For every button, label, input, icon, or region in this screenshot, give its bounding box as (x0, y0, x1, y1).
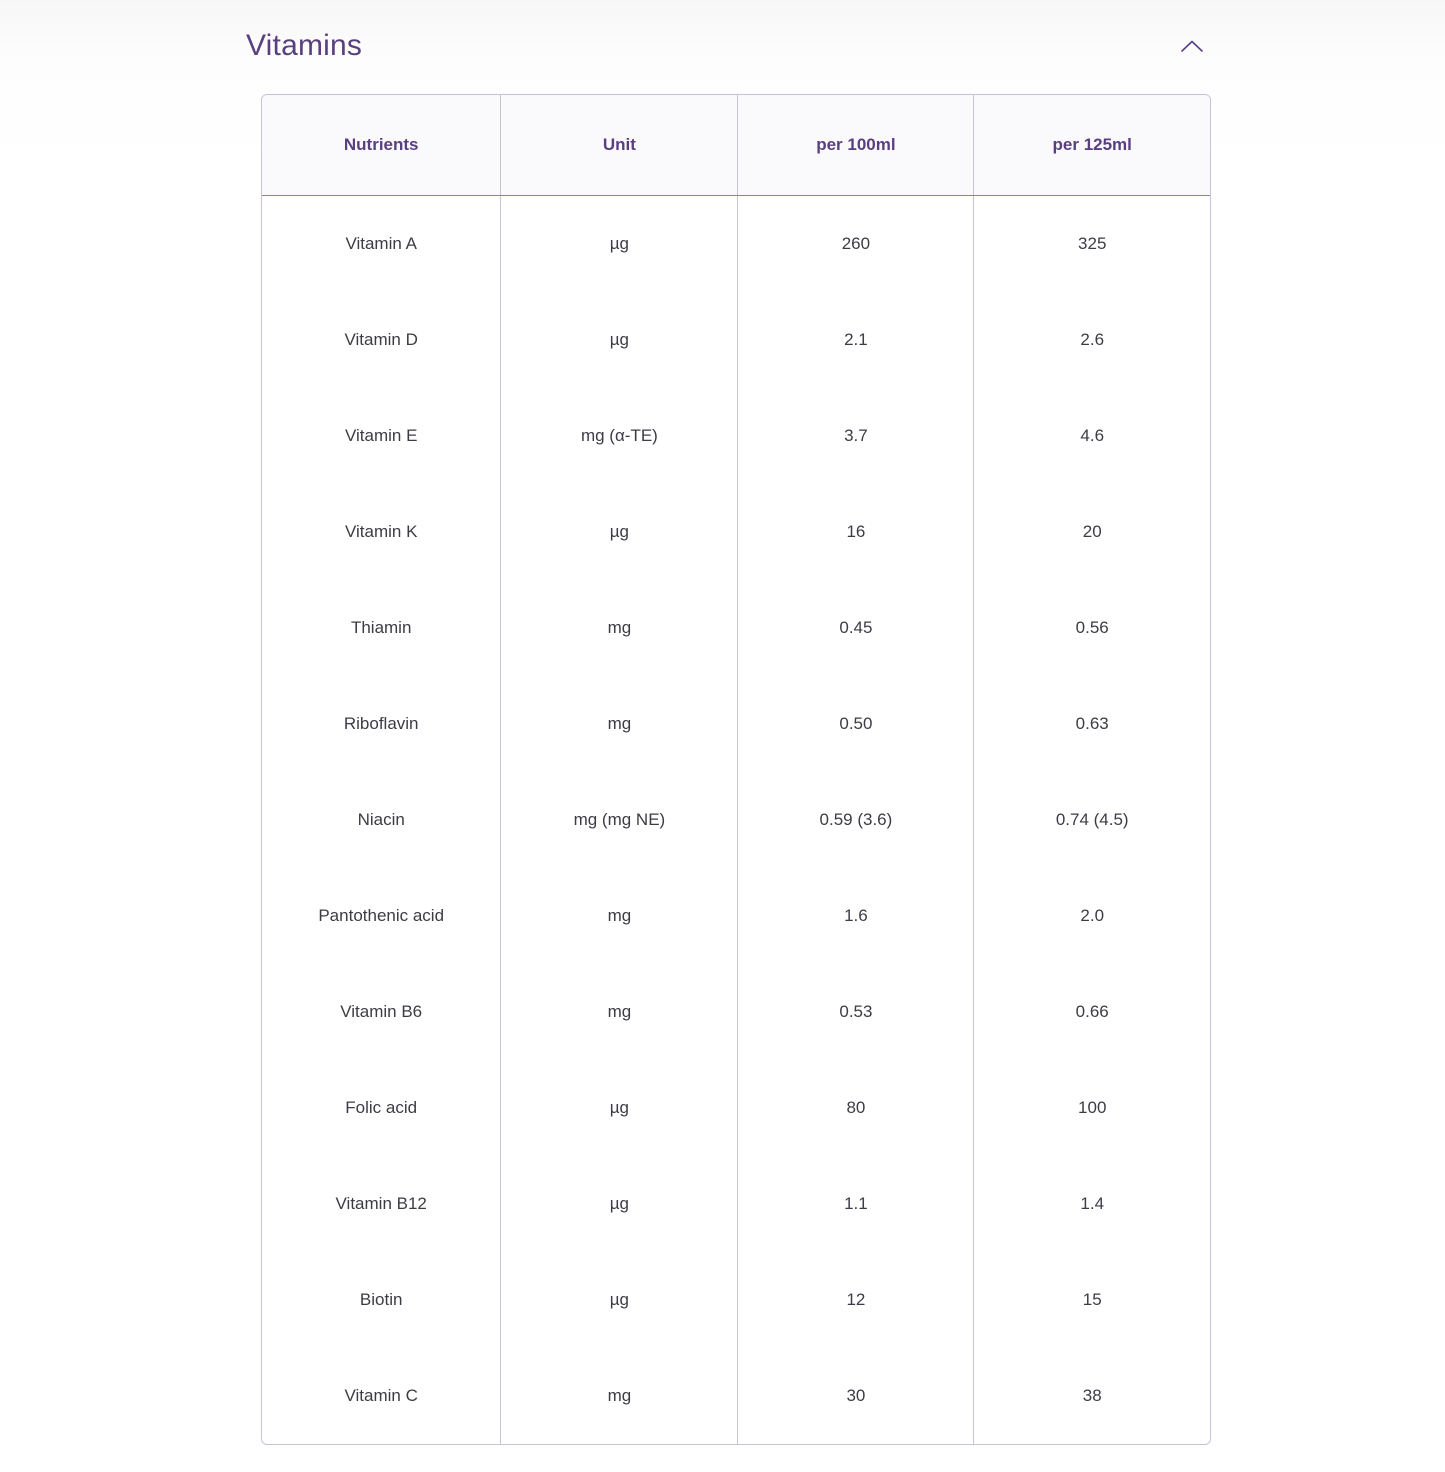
cell-nutrient: Vitamin E (262, 388, 501, 484)
cell-per-100ml: 260 (738, 196, 974, 293)
column-header-per-125ml: per 125ml (974, 95, 1210, 196)
cell-per-100ml: 3.7 (738, 388, 974, 484)
cell-nutrient: Vitamin A (262, 196, 501, 293)
table-row (262, 1252, 1210, 1348)
cell-per-125ml: 0.63 (1075, 714, 1109, 733)
cell-nutrient: Niacin (262, 772, 501, 868)
table-header (262, 95, 1210, 196)
cell-per-125ml: 2.0 (1080, 906, 1105, 925)
table-row (262, 1348, 1210, 1444)
cell-per-100ml: 80 (738, 1060, 974, 1156)
table-row (262, 1156, 1210, 1252)
cell-per-125ml: 0.74 (4.5) (1055, 810, 1129, 829)
cell-unit: µg (501, 292, 738, 388)
cell-unit: mg (501, 964, 738, 1060)
cell-per-100ml: 0.50 (738, 676, 974, 772)
cell-per-125ml: 100 (1078, 1098, 1107, 1117)
table-body (262, 196, 1210, 1445)
cell-unit: µg (501, 1252, 738, 1348)
column-header-nutrients: Nutrients (262, 95, 501, 196)
table-row (262, 292, 1210, 388)
cell-per-125ml: 4.6 (1080, 426, 1105, 445)
table-row (262, 196, 1210, 293)
cell-per-100ml: 30 (738, 1348, 974, 1444)
cell-per-100ml: 1.1 (738, 1156, 974, 1252)
cell-per-125ml: 2.6 (1080, 330, 1105, 349)
cell-per-125ml: 0.56 (1075, 618, 1109, 637)
table-row (262, 868, 1210, 964)
cell-per-100ml: 2.1 (738, 292, 974, 388)
cell-unit: µg (501, 484, 738, 580)
vitamins-section-header (246, 18, 1212, 74)
cell-nutrient: Riboflavin (262, 676, 501, 772)
cell-unit: mg (501, 868, 738, 964)
cell-unit: mg (501, 580, 738, 676)
cell-nutrient: Folic acid (262, 1060, 501, 1156)
cell-nutrient: Vitamin K (262, 484, 501, 580)
cell-nutrient: Pantothenic acid (262, 868, 501, 964)
cell-unit: mg (501, 676, 738, 772)
collapse-section-button[interactable] (1172, 26, 1212, 66)
cell-per-125ml: 1.4 (1080, 1194, 1105, 1213)
cell-nutrient: Thiamin (262, 580, 501, 676)
cell-nutrient: Vitamin D (262, 292, 501, 388)
cell-nutrient: Vitamin C (262, 1348, 501, 1444)
cell-per-125ml: 0.66 (1075, 1002, 1109, 1021)
table-row (262, 964, 1210, 1060)
cell-nutrient: Biotin (262, 1252, 501, 1348)
cell-per-125ml: 15 (1082, 1290, 1102, 1309)
cell-unit: mg (mg NE) (501, 772, 738, 868)
cell-nutrient: Vitamin B12 (262, 1156, 501, 1252)
cell-per-125ml: 325 (1078, 234, 1107, 253)
column-header-per-100ml: per 100ml (738, 95, 974, 196)
table-row (262, 772, 1210, 868)
vitamins-table-container (261, 94, 1211, 1445)
cell-unit: µg (501, 196, 738, 293)
cell-per-100ml: 12 (738, 1252, 974, 1348)
chevron-up-icon (1181, 40, 1203, 52)
table-row (262, 676, 1210, 772)
cell-unit: mg (α-TE) (501, 388, 738, 484)
cell-per-100ml: 16 (738, 484, 974, 580)
table-header-row (262, 95, 1210, 196)
vitamins-table (262, 95, 1210, 1444)
page-title: Vitamins (246, 29, 363, 62)
table-row (262, 388, 1210, 484)
cell-nutrient: Vitamin B6 (262, 964, 501, 1060)
cell-unit: µg (501, 1156, 738, 1252)
table-row (262, 484, 1210, 580)
table-row (262, 1060, 1210, 1156)
cell-per-100ml: 0.45 (738, 580, 974, 676)
cell-per-100ml: 1.6 (738, 868, 974, 964)
cell-unit: mg (501, 1348, 738, 1444)
cell-per-100ml: 0.59 (3.6) (738, 772, 974, 868)
column-header-unit: Unit (501, 95, 738, 196)
cell-unit: µg (501, 1060, 738, 1156)
cell-per-100ml: 0.53 (738, 964, 974, 1060)
table-row (262, 580, 1210, 676)
cell-per-125ml: 38 (1082, 1386, 1102, 1405)
cell-per-125ml: 20 (1082, 522, 1102, 541)
